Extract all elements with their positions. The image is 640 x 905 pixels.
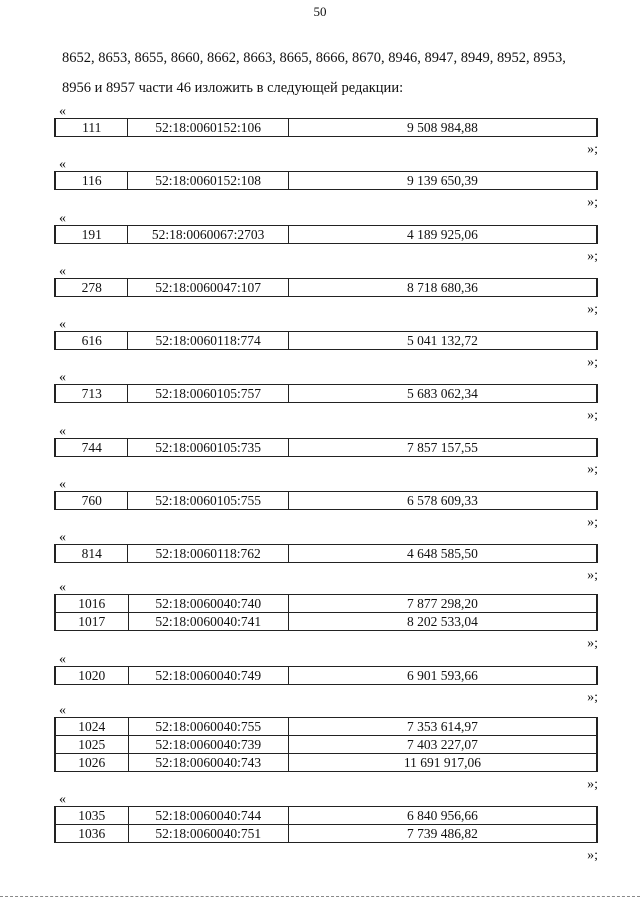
entry-table [54,666,598,685]
intro-line-1: 8652, 8653, 8655, 8660, 8662, 8663, 8665, 8666, 8670, 8946, 8947, 8949, 8952, 8953, [62,50,566,66]
open-quote: « [59,211,66,226]
value-cell: 6 578 609,33 [288,492,597,510]
table-row [55,226,597,244]
table-row [55,279,597,297]
table-row [55,736,597,754]
value-cell: 8 202 533,04 [288,613,597,631]
close-quote: »; [587,249,598,264]
cadastral-number-cell: 52:18:0060040:741 [128,613,288,631]
open-quote: « [59,104,66,119]
cadastral-number-cell: 52:18:0060040:739 [128,736,288,754]
table-row [55,332,597,350]
close-quote: »; [587,515,598,530]
close-quote: »; [587,848,598,863]
entry-table [54,806,598,843]
entry-table [54,594,598,631]
row-number-cell: 116 [55,172,128,190]
table-row [55,613,597,631]
cadastral-number-cell: 52:18:0060105:755 [128,492,288,510]
open-quote: « [59,477,66,492]
value-cell: 4 648 585,50 [288,545,597,563]
entry-table [54,544,598,563]
open-quote: « [59,370,66,385]
cadastral-number-cell: 52:18:0060040:755 [128,718,288,736]
row-number-cell: 814 [55,545,128,563]
close-quote: »; [587,195,598,210]
row-number-cell: 278 [55,279,128,297]
table-row [55,119,597,137]
cadastral-number-cell: 52:18:0060040:743 [128,754,288,772]
value-cell: 7 857 157,55 [288,439,597,457]
table-row [55,545,597,563]
value-cell: 6 901 593,66 [288,667,597,685]
row-number-cell: 1025 [55,736,128,754]
cadastral-number-cell: 52:18:0060105:735 [128,439,288,457]
row-number-cell: 1026 [55,754,128,772]
entry-table [54,384,598,403]
value-cell: 11 691 917,06 [288,754,597,772]
value-cell: 8 718 680,36 [288,279,597,297]
cadastral-number-cell: 52:18:0060152:106 [128,119,288,137]
close-quote: »; [587,302,598,317]
close-quote: »; [587,355,598,370]
close-quote: »; [587,142,598,157]
entry-table [54,717,598,772]
value-cell: 5 683 062,34 [288,385,597,403]
open-quote: « [59,580,66,595]
page-number: 50 [313,4,327,19]
value-cell: 7 353 614,97 [288,718,597,736]
row-number-cell: 1024 [55,718,128,736]
close-quote: »; [587,636,598,651]
open-quote: « [59,530,66,545]
cadastral-number-cell: 52:18:0060040:744 [128,807,288,825]
table-row [55,595,597,613]
cadastral-number-cell: 52:18:0060040:749 [128,667,288,685]
value-cell: 7 403 227,07 [288,736,597,754]
row-number-cell: 744 [55,439,128,457]
footer-divider [0,896,640,897]
open-quote: « [59,792,66,807]
table-row [55,754,597,772]
entry-table [54,331,598,350]
intro-line-2: 8956 и 8957 части 46 изложить в следующей редакции: [62,80,404,96]
row-number-cell: 1036 [55,825,128,843]
entry-table [54,225,598,244]
cadastral-number-cell: 52:18:0060067:2703 [128,226,288,244]
open-quote: « [59,317,66,332]
table-row [55,492,597,510]
open-quote: « [59,264,66,279]
value-cell: 7 877 298,20 [288,595,597,613]
cadastral-number-cell: 52:18:0060118:774 [128,332,288,350]
open-quote: « [59,424,66,439]
row-number-cell: 713 [55,385,128,403]
cadastral-number-cell: 52:18:0060105:757 [128,385,288,403]
entry-table [54,491,598,510]
row-number-cell: 760 [55,492,128,510]
entry-table [54,171,598,190]
close-quote: »; [587,568,598,583]
value-cell: 9 139 650,39 [288,172,597,190]
value-cell: 4 189 925,06 [288,226,597,244]
entry-table [54,118,598,137]
cadastral-number-cell: 52:18:0060047:107 [128,279,288,297]
open-quote: « [59,157,66,172]
value-cell: 6 840 956,66 [288,807,597,825]
row-number-cell: 191 [55,226,128,244]
open-quote: « [59,703,66,718]
row-number-cell: 616 [55,332,128,350]
table-row [55,439,597,457]
cadastral-number-cell: 52:18:0060040:740 [128,595,288,613]
row-number-cell: 1016 [55,595,128,613]
close-quote: »; [587,690,598,705]
table-row [55,825,597,843]
value-cell: 9 508 984,88 [288,119,597,137]
table-row [55,718,597,736]
table-row [55,385,597,403]
close-quote: »; [587,777,598,792]
value-cell: 7 739 486,82 [288,825,597,843]
cadastral-number-cell: 52:18:0060040:751 [128,825,288,843]
table-row [55,807,597,825]
row-number-cell: 1020 [55,667,128,685]
row-number-cell: 111 [55,119,128,137]
cadastral-number-cell: 52:18:0060118:762 [128,545,288,563]
close-quote: »; [587,462,598,477]
close-quote: »; [587,408,598,423]
entry-table [54,438,598,457]
table-row [55,172,597,190]
row-number-cell: 1035 [55,807,128,825]
entry-table [54,278,598,297]
cadastral-number-cell: 52:18:0060152:108 [128,172,288,190]
value-cell: 5 041 132,72 [288,332,597,350]
row-number-cell: 1017 [55,613,128,631]
table-row [55,667,597,685]
open-quote: « [59,652,66,667]
